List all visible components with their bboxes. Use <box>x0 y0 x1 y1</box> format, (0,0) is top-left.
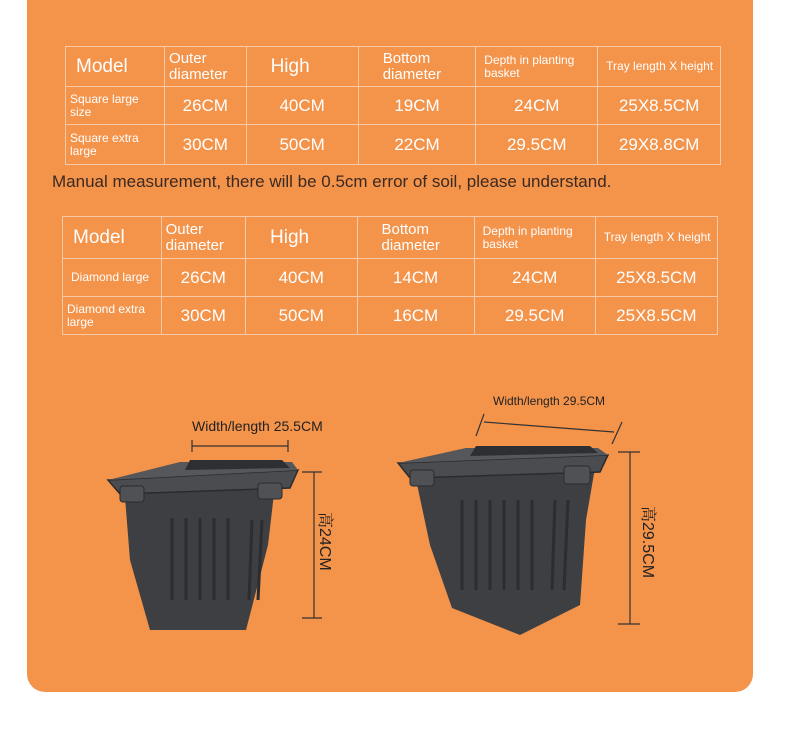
header-high: High <box>246 217 357 259</box>
header-outer-diameter: Outer diameter <box>161 217 245 259</box>
header-tray: Tray length X height <box>595 217 717 259</box>
cell-outer-diameter: 30CM <box>165 125 247 165</box>
cell-depth: 24CM <box>476 87 598 125</box>
measurement-note: Manual measurement, there will be 0.5cm error of soil, please understand. <box>52 172 612 191</box>
header-depth: Depth in planting basket <box>474 217 595 259</box>
width-label-left: Width/length 25.5CM <box>192 418 323 434</box>
cell-bottom-diameter: 14CM <box>357 259 474 297</box>
cell-outer-diameter: 26CM <box>165 87 247 125</box>
cell-bottom-diameter: 19CM <box>358 87 476 125</box>
header-outer-diameter: Outer diameter <box>165 47 247 87</box>
width-label-right: Width/length 29.5CM <box>493 394 606 408</box>
cell-tray: 25X8.5CM <box>595 297 717 335</box>
cell-tray: 29X8.8CM <box>598 125 721 165</box>
header-bottom-diameter: Bottom diameter <box>358 47 476 87</box>
height-label-left: 高24CM <box>316 512 333 571</box>
basket-left <box>108 460 298 630</box>
cell-bottom-diameter: 22CM <box>358 125 476 165</box>
row-model: Diamond extra large <box>63 297 162 335</box>
cell-tray: 25X8.5CM <box>598 87 721 125</box>
cell-bottom-diameter: 16CM <box>357 297 474 335</box>
cell-high: 40CM <box>246 87 358 125</box>
row-model: Square large size <box>66 87 165 125</box>
cell-outer-diameter: 26CM <box>161 259 245 297</box>
cell-depth: 29.5CM <box>476 125 598 165</box>
cell-high: 50CM <box>246 297 357 335</box>
height-label-right: 高29.5CM <box>639 506 656 579</box>
row-model: Square extra large <box>66 125 165 165</box>
header-depth: Depth in planting basket <box>476 47 598 87</box>
cell-high: 40CM <box>246 259 357 297</box>
cell-outer-diameter: 30CM <box>161 297 245 335</box>
cell-high: 50CM <box>246 125 358 165</box>
header-model: Model <box>63 217 162 259</box>
header-bottom-diameter: Bottom diameter <box>357 217 474 259</box>
basket-right <box>398 446 608 635</box>
cell-depth: 29.5CM <box>474 297 595 335</box>
header-tray: Tray length X height <box>598 47 721 87</box>
header-high: High <box>246 47 358 87</box>
header-model: Model <box>66 47 165 87</box>
row-model: Diamond large <box>63 259 162 297</box>
cell-depth: 24CM <box>474 259 595 297</box>
cell-tray: 25X8.5CM <box>595 259 717 297</box>
